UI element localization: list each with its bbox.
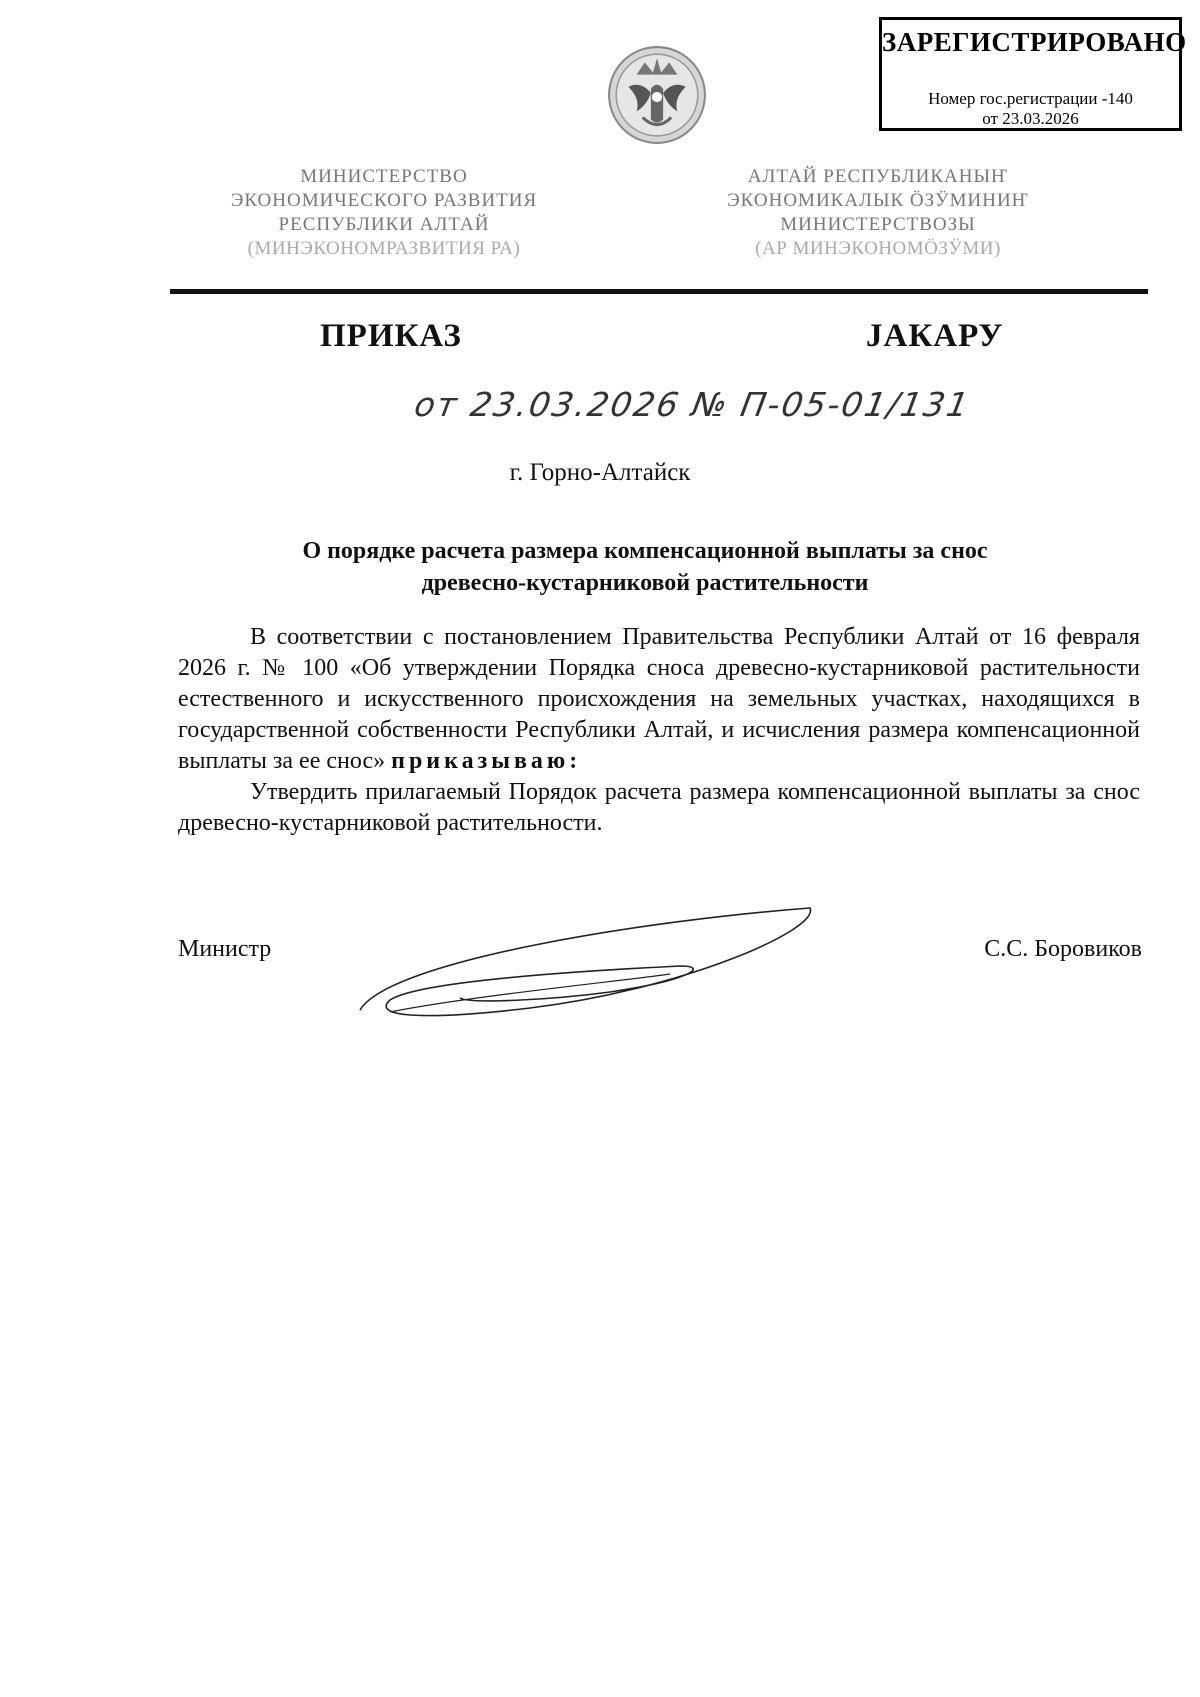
signer-name: С.С. Боровиков — [984, 936, 1142, 962]
ministry-alt-line2: ЭКОНОМИКАЛЫК ÖЗӰМИНИҤ — [727, 190, 1029, 211]
ministry-alt-line1: АЛТАЙ РЕСПУБЛИКАНЫҤ — [747, 166, 1009, 187]
document-title — [230, 535, 1060, 599]
ministry-alt-line3: МИНИСТЕРСТВОЗЫ — [780, 214, 976, 235]
paragraph-1-text: В соответствии с постановлением Правительства Республики Алтай от 16 февраля 2026 г. № 100 «Об утверждении Порядка сноса древесно-кустарниковой растительности естественного и искусственного происхождения на земельных участках, находящихся в государственной собственности Республики Алтай, и исчисления размера компенсационной выплаты за ее снос» — [178, 624, 1140, 774]
stamp-number: Номер гос.регистрации -140 — [928, 89, 1133, 108]
body-paragraph-2: Утвердить прилагаемый Порядок расчета размера компенсационной выплаты за снос древесно-кустарниковой растительности. — [178, 779, 1140, 836]
order-title-russian: ПРИКАЗ — [320, 318, 462, 354]
document-title-line2: древесно-кустарниковой растительности — [421, 570, 869, 596]
ministry-ru-line1: МИНИСТЕРСТВО — [300, 166, 468, 187]
coat-of-arms-emblem — [606, 44, 708, 146]
header-divider — [170, 289, 1148, 294]
city-name: г. Горно-Алтайск — [509, 459, 691, 486]
document-title-line1: О порядке расчета размера компенсационной выплаты за снос — [302, 538, 988, 564]
signer-position: Министр — [178, 936, 272, 962]
ministry-header-russian — [174, 165, 594, 261]
ministry-ru-abbreviation: (МИНЭКОНОМРАЗВИТИЯ РА) — [247, 238, 521, 259]
registration-stamp — [879, 17, 1187, 131]
handwritten-signature — [350, 900, 830, 1030]
ministry-ru-line3: РЕСПУБЛИКИ АЛТАЙ — [278, 214, 490, 235]
body-paragraph-1 — [178, 622, 1140, 777]
ministry-header-altai — [668, 165, 1088, 261]
document-body — [178, 622, 1140, 839]
handwritten-date-number: от 23.03.2026 № П-05-01/131 — [411, 385, 974, 424]
order-directive: приказываю: — [391, 748, 582, 774]
stamp-title: ЗАРЕГИСТРИРОВАНО — [882, 27, 1187, 57]
ministry-alt-abbreviation: (АР МИНЭКОНОМÖЗӰМИ) — [755, 238, 1001, 259]
order-title-altai: JАКАРУ — [866, 318, 1004, 354]
stamp-date: от 23.03.2026 — [982, 109, 1079, 128]
ministry-ru-line2: ЭКОНОМИЧЕСКОГО РАЗВИТИЯ — [230, 190, 538, 211]
